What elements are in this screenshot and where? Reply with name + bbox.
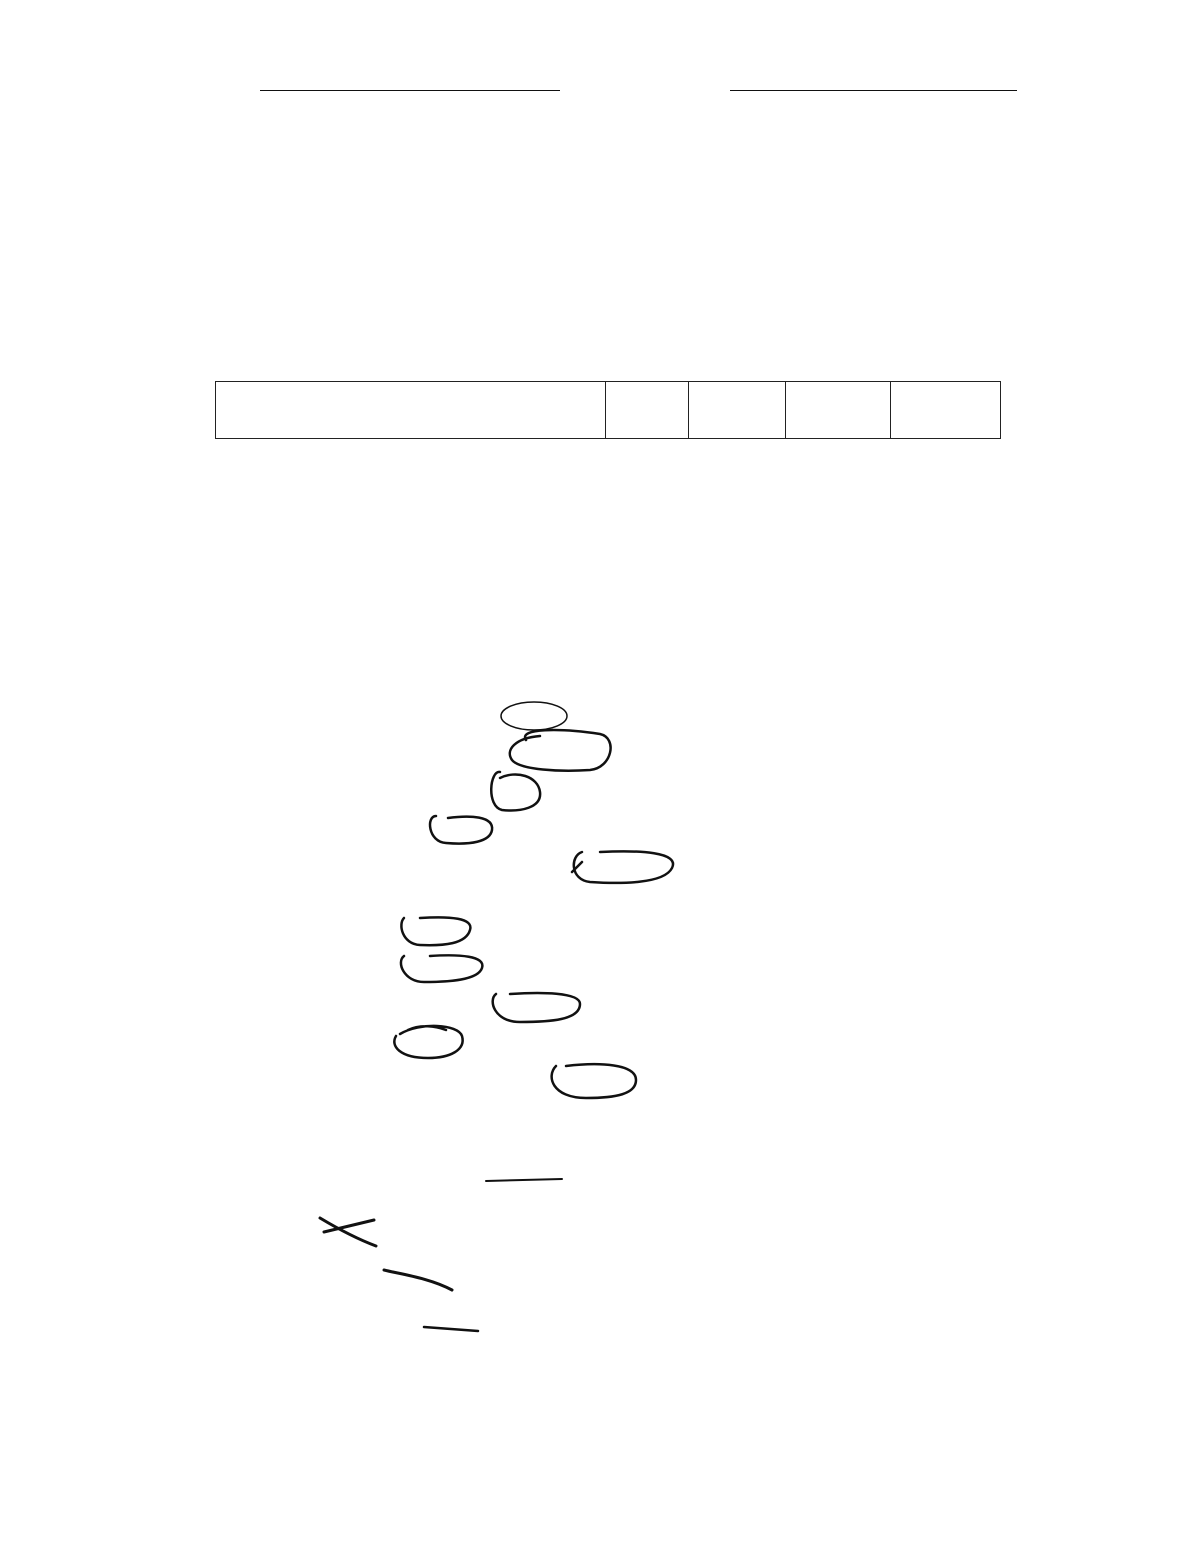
grammar-chart (215, 381, 1001, 439)
circle-mark (510, 730, 611, 771)
circle-mark (491, 772, 540, 811)
circle-mark (401, 955, 482, 982)
chart-header-row (216, 382, 1001, 439)
column-header-gerund (606, 382, 689, 439)
strikethrough-mark (424, 1327, 478, 1331)
circle-mark (501, 702, 567, 730)
circle-mark (394, 1026, 462, 1058)
column-header-present-participle (786, 382, 891, 439)
name-line (260, 90, 560, 91)
lesson-heading (188, 259, 210, 285)
strikethrough-mark (486, 1179, 562, 1181)
circle-mark (430, 816, 492, 844)
circle-mark (552, 1064, 636, 1098)
date-field[interactable] (730, 90, 1017, 91)
strikethrough-mark (384, 1270, 452, 1290)
circle-mark (401, 917, 470, 945)
column-header-infinitive (689, 382, 786, 439)
circle-mark (572, 851, 673, 883)
column-header-participial-adjective (891, 382, 1001, 439)
circle-mark (493, 993, 580, 1022)
strikethrough-mark (320, 1218, 376, 1246)
chart-header-blank (216, 382, 606, 439)
